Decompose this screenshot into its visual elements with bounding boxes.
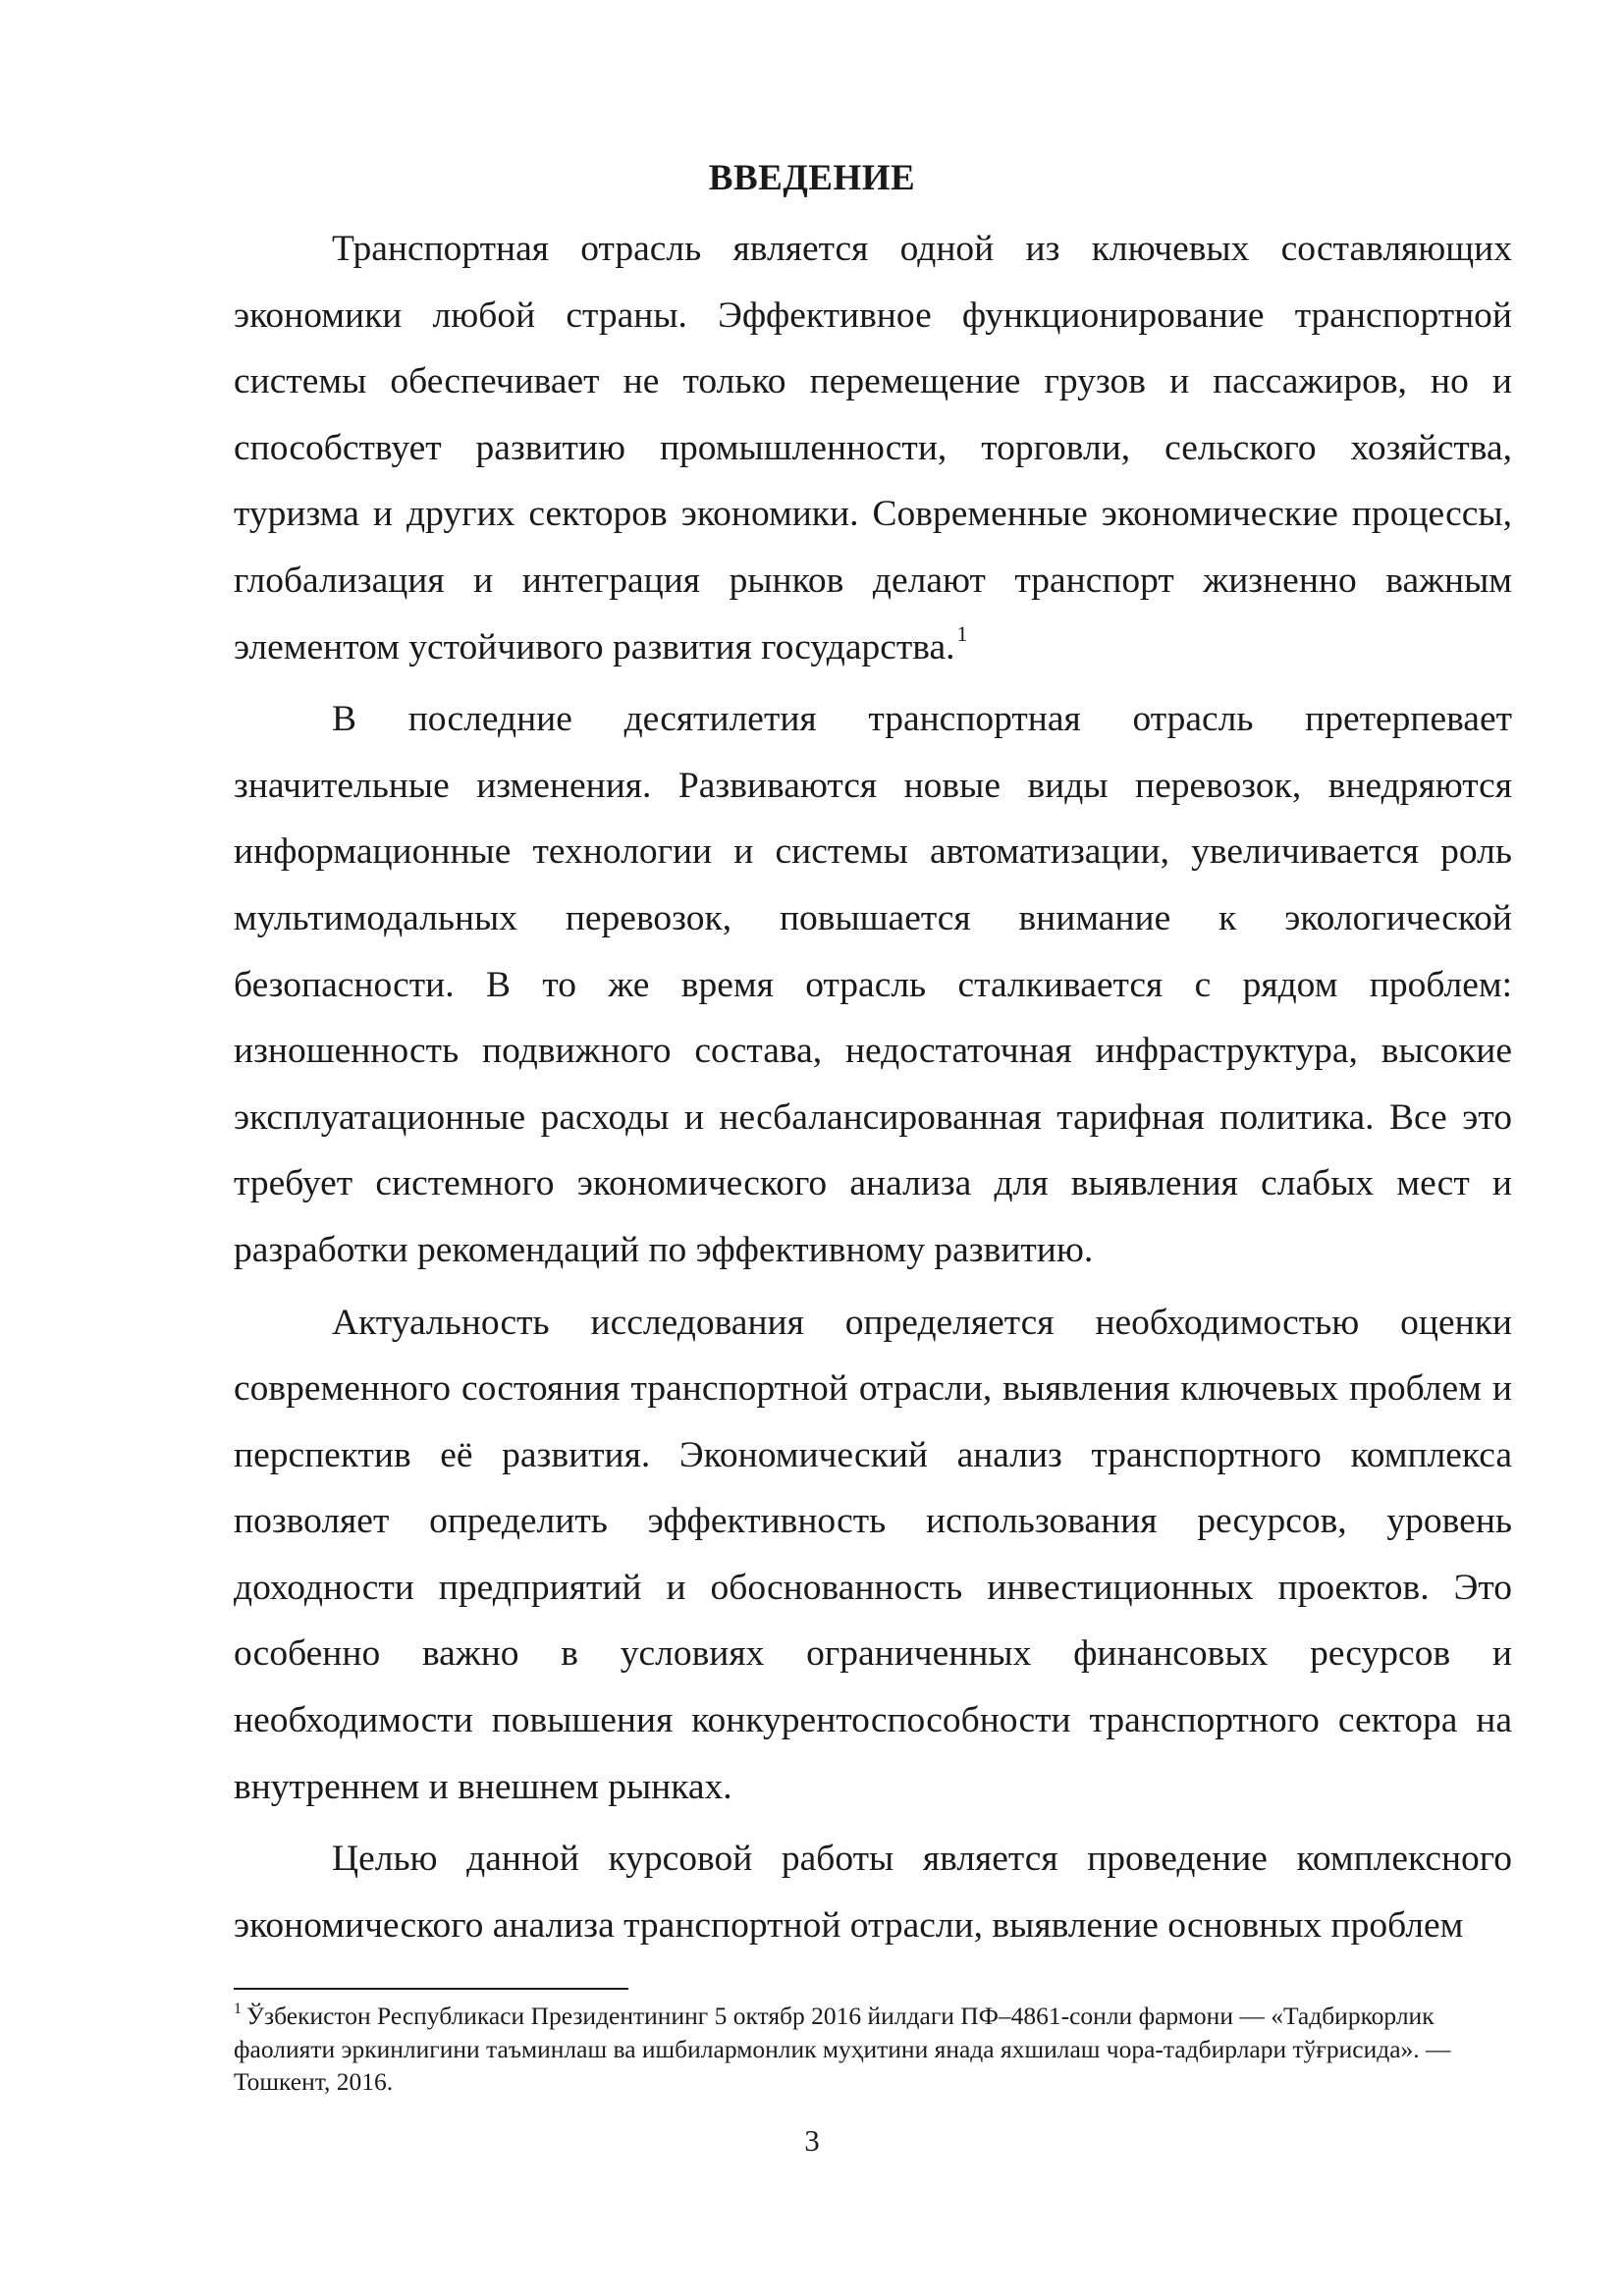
footnote-text: Ўзбекистон Республикаси Президентининг 5 октябр 2016 йилдаги ПФ–4861-сонли фармони — «Тадбиркорлик фаолияти эркинлигини таъминлаш ва ишбилармонлик муҳитини янада яхшилаш чора-тадбирлари тўғрисида». — Тошкент, 2016. (234, 2002, 1451, 2096)
page-number: 3 (804, 2123, 820, 2158)
paragraph-3: Актуальность исследования определяется необходимостью оценки современного состояния транспортной отрасли, выявления ключевых проблем и перспектив её развития. Экономический анализ транспортного комплекса позволяет определить эффективность использования ресурсов, уровень доходности предприятий и обоснованность инвестиционных проектов. Это особенно важно в условиях ограниченных финансовых ресурсов и необходимости повышения конкурентоспособности транспортного сектора на внутреннем и внешнем рынках. (234, 1302, 1512, 1807)
footnote-marker: 1 (234, 2001, 242, 2017)
footnote (234, 2000, 1512, 2099)
paragraph-1-text: Транспортная отрасль является одной из ключевых составляющих экономики любой страны. Эффективное функционирование транспортной системы обеспечивает не только перемещение грузов и пассажиров, но и способствует развитию промышленности, торговли, сельского хозяйства, туризма и других секторов экономики. Современные экономические процессы, глобализация и интеграция рынков делают транспорт жизненно важным элементом устойчивого развития государства. (234, 229, 1512, 667)
paragraph-4: Целью данной курсовой работы является проведение комплексного экономического анализа транспортной отрасли, выявление основных проблем (234, 1839, 1512, 1946)
paragraph-1 (234, 216, 1512, 680)
paragraph-2: В последние десятилетия транспортная отрасль претерпевает значительные изменения. Развиваются новые виды перевозок, внедряются информационные технологии и системы автоматизации, увеличивается роль мультимодальных перевозок, повышается внимание к экологической безопасности. В то же время отрасль сталкивается с рядом проблем: изношенность подвижного состава, недостаточная инфраструктура, высокие эксплуатационные расходы и несбалансированная тарифная политика. Все это требует системного экономического анализа для выявления слабых мест и разработки рекомендаций по эффективному развитию. (234, 699, 1512, 1270)
footnote-reference[interactable]: 1 (956, 620, 968, 646)
page-title: ВВЕДЕНИЕ (708, 158, 916, 198)
body-text (234, 216, 1512, 1958)
footnote-separator (234, 1988, 628, 1990)
